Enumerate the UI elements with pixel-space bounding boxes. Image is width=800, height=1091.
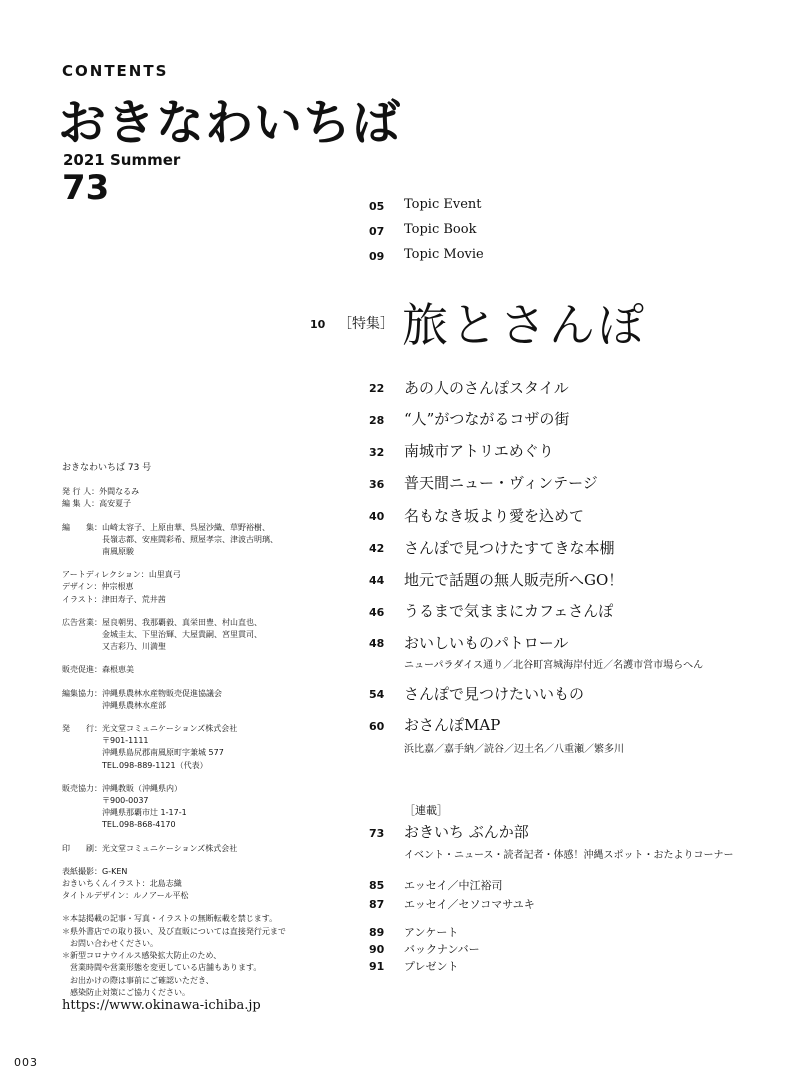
contents-label: CONTENTS <box>62 62 169 80</box>
toc-page-number: 36 <box>369 478 385 491</box>
feature-tag: ［特集］ <box>338 316 394 332</box>
credits-group <box>62 783 362 832</box>
credit-label: イラスト： <box>62 594 102 604</box>
credit-value: 山崎太容子、上原由華、呉屋沙織、草野裕樹、 長嶺志都、安座間彩希、照屋孝宗、津波古明璃、 南風原駿 <box>102 522 278 557</box>
toc-page-number: 28 <box>369 414 385 427</box>
credit-value: 外間なるみ <box>99 487 140 497</box>
credit-value: 光文堂コミュニケーションズ株式会社 〒901-1111 沖縄県島尻郡南風原町字兼城 577 TEL.098-889-1121（代表） <box>102 724 238 770</box>
toc-page-number: 42 <box>369 542 385 555</box>
credit-label: 印 刷： <box>62 843 102 853</box>
credit-label: 発 行： <box>62 724 102 734</box>
credit-label: 編 集 人： <box>62 499 100 509</box>
credit-note: ＊新型コロナウイルス感染拡大防止のため、 営業時間や営業形態を変更している店舗もあります。 お出かけの際は事前にご確認いただき、 感染防止対策にご協力ください。 <box>62 951 262 997</box>
credit-row <box>62 594 362 606</box>
credits-notes <box>62 913 362 998</box>
toc-item-title[interactable]: さんぽで見つけたいいもの <box>404 685 585 703</box>
toc-item-title[interactable]: エッセイ／セソコマサユキ <box>404 898 535 911</box>
credit-value: 沖縄県農林水産物販売促進協議会 沖縄県農林水産部 <box>102 688 222 710</box>
credit-row <box>62 522 362 559</box>
credit-label: アートディレクション： <box>62 570 149 580</box>
credits-group <box>62 617 362 654</box>
credit-row <box>62 569 362 581</box>
toc-page-number: 48 <box>369 637 385 650</box>
credits-group <box>62 723 362 772</box>
toc-page-number: 40 <box>369 510 385 523</box>
toc-item-subtitle: ニューパラダイス通り／北谷町宮城海岸付近／名護市営市場らへん <box>404 660 704 671</box>
credits-group <box>62 664 362 676</box>
credit-label: 発 行 人： <box>62 487 100 497</box>
credit-row <box>62 843 362 855</box>
credits-group <box>62 688 362 712</box>
page-number: 003 <box>14 1056 38 1069</box>
feature-title[interactable]: 旅とさんぽ <box>402 298 647 352</box>
toc-item-title[interactable]: Topic Movie <box>404 247 484 262</box>
toc-item-title[interactable]: アンケート <box>404 926 459 939</box>
credit-label: 編集協力： <box>62 688 102 698</box>
credit-row <box>62 866 362 878</box>
toc-item-subtitle: 浜比嘉／嘉手納／読谷／辺土名／八重瀬／繁多川 <box>404 744 624 755</box>
toc-page-number: 46 <box>369 606 385 619</box>
credits-issue-line: おきなわいちば 73 号 <box>62 463 152 473</box>
credit-row <box>62 581 362 593</box>
toc-item-title[interactable]: 普天間ニュー・ヴィンテージ <box>404 474 598 492</box>
toc-item-title[interactable]: 名もなき坂より愛を込めて <box>404 507 585 525</box>
toc-page-number: 90 <box>369 943 385 956</box>
credit-row <box>62 688 362 712</box>
toc-item-title[interactable]: 南城市アトリエめぐり <box>404 442 554 460</box>
toc-page-number: 85 <box>369 879 385 892</box>
toc-item-title[interactable]: あの人のさんぽスタイル <box>404 379 569 397</box>
toc-page-number: 54 <box>369 688 385 701</box>
credit-value: 森根恵美 <box>102 665 134 675</box>
magazine-title: おきなわいちば <box>58 95 402 151</box>
credit-value: 光文堂コミュニケーションズ株式会社 <box>102 843 238 853</box>
credit-row <box>62 878 362 890</box>
issue-number: 73 <box>62 168 110 208</box>
credit-row <box>62 486 362 498</box>
toc-page-number: 87 <box>369 898 385 911</box>
serial-subtitle: イベント・ニュース・読者記者・体感！沖縄スポット・おたよりコーナー <box>404 850 734 861</box>
credit-row <box>62 664 362 676</box>
serial-title[interactable]: おきいち ぶんか部 <box>404 823 529 841</box>
toc-item-title[interactable]: おさんぽMAP <box>404 716 501 734</box>
serial-page-number: 73 <box>369 827 385 840</box>
toc-page-number: 05 <box>369 200 385 213</box>
credit-value: 北島志織 <box>149 879 182 889</box>
toc-item-title[interactable]: プレゼント <box>404 960 459 973</box>
toc-item-title[interactable]: エッセイ／中江裕司 <box>404 879 503 892</box>
toc-page-number: 91 <box>369 960 385 973</box>
credit-row <box>62 498 362 510</box>
credits-group <box>62 569 362 606</box>
toc-page-number: 89 <box>369 926 385 939</box>
website-link[interactable]: https://www.okinawa-ichiba.jp <box>62 998 261 1013</box>
credit-label: 広告営業： <box>62 617 102 627</box>
credit-note: ＊本誌掲載の記事・写真・イラストの無断転載を禁じます。 <box>62 914 278 924</box>
toc-page-number: 09 <box>369 250 385 263</box>
credit-value: 屋良朝男、我那覇毅、真栄田豊、村山直也、 金城圭太、下里治輝、大屋貴嗣、宮里貫司、 又吉彩乃、川満聖 <box>102 617 262 652</box>
toc-item-title[interactable]: うるまで気ままにカフェさんぽ <box>404 602 614 620</box>
credit-value: ルノアール平松 <box>133 891 189 901</box>
credits-group <box>62 486 362 510</box>
toc-page-number: 32 <box>369 446 385 459</box>
credit-value: 沖縄教販（沖縄県内） 〒900-0037 沖縄県那覇市辻 1-17-1 TEL.098-868-4170 <box>102 783 187 830</box>
toc-item-title[interactable]: Topic Book <box>404 222 477 237</box>
toc-item-title[interactable]: バックナンバー <box>404 943 480 956</box>
credit-value: 仲宗根恵 <box>101 582 134 592</box>
toc-item-title[interactable]: おいしいものパトロール <box>404 634 569 652</box>
toc-item-title[interactable]: さんぽで見つけたすてきな本棚 <box>404 539 615 557</box>
toc-page-number: 60 <box>369 720 385 733</box>
credit-label: 販売協力： <box>62 783 102 793</box>
toc-item-title[interactable]: “人”がつながるコザの街 <box>404 410 570 428</box>
credit-row <box>62 783 362 832</box>
toc-item-title[interactable]: Topic Event <box>404 197 482 212</box>
credits-groups <box>62 486 362 902</box>
credit-label: 販売促進： <box>62 665 102 675</box>
credit-note: ＊県外書店での取り扱い、及び直販については直接発行元まで お問い合わせください。 <box>62 926 286 948</box>
credit-label: 編 集： <box>62 522 102 532</box>
credit-label: おきいちくんイラスト： <box>62 879 150 889</box>
credit-value: G-KEN <box>102 866 128 876</box>
credit-value: 山里真弓 <box>148 570 181 580</box>
credits-group <box>62 522 362 559</box>
credit-value: 津田寿子、荒井茜 <box>101 594 166 604</box>
credits-group <box>62 843 362 855</box>
credit-label: タイトルデザイン： <box>62 891 134 901</box>
toc-page-number: 44 <box>369 574 385 587</box>
serial-tag: ［連載］ <box>404 804 448 817</box>
credit-label: デザイン： <box>62 582 102 592</box>
toc-item-title[interactable]: 地元で話題の無人販売所へGO！ <box>404 571 624 589</box>
issue-season: 2021 Summer <box>63 151 181 169</box>
credit-row <box>62 617 362 654</box>
credit-label: 表紙撮影： <box>62 866 102 876</box>
credits-block <box>62 462 362 999</box>
credits-group <box>62 866 362 903</box>
credit-value: 高安夏子 <box>99 499 132 509</box>
credit-row <box>62 890 362 902</box>
toc-page-number: 07 <box>369 225 385 238</box>
feature-page-number: 10 <box>310 318 326 331</box>
credit-row <box>62 723 362 772</box>
toc-page-number: 22 <box>369 382 385 395</box>
